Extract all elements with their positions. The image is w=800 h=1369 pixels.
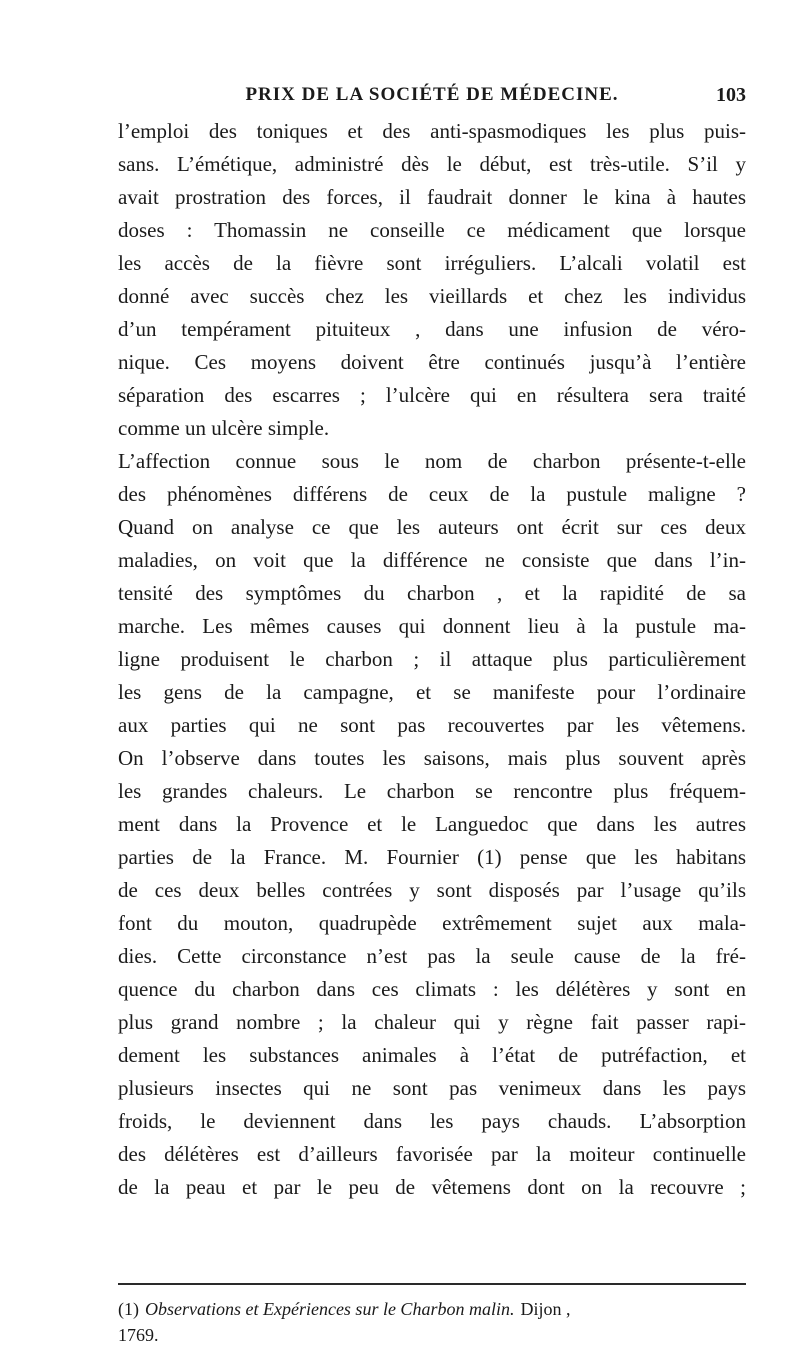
text-line: plus grand nombre ; la chaleur qui y règne fait passer rapi- (118, 1010, 746, 1034)
text-line: dies. Cette circonstance n’est pas la seule cause de la fré- (118, 944, 746, 968)
text-line: plusieurs insectes qui ne sont pas venimeux dans les pays (118, 1076, 746, 1100)
text-line: les grandes chaleurs. Le charbon se rencontre plus fréquem- (118, 779, 746, 803)
text-line: Quand on analyse ce que les auteurs ont écrit sur ces deux (118, 515, 746, 539)
text-line: avait prostration des forces, il faudrait donner le kina à hautes (118, 185, 746, 209)
text-line: L’affection connue sous le nom de charbon présente-t-elle (118, 449, 746, 473)
text-line: froids, le deviennent dans les pays chauds. L’absorption (118, 1109, 746, 1133)
text-line: doses : Thomassin ne conseille ce médicament que lorsque (118, 218, 746, 242)
text-line: ment dans la Provence et le Languedoc que dans les autres (118, 812, 746, 836)
text-line: d’un tempérament pituiteux , dans une infusion de véro- (118, 317, 746, 341)
text-line: maladies, on voit que la différence ne consiste que dans l’in- (118, 548, 746, 572)
footnote-title: Observations et Expériences sur le Charbon malin. (145, 1299, 515, 1319)
footnote-marker: (1) (118, 1299, 139, 1319)
text-line: quence du charbon dans ces climats : les délétères y sont en (118, 977, 746, 1001)
text-line: comme un ulcère simple. (118, 416, 330, 440)
text-line: dement les substances animales à l’état de putréfaction, et (118, 1043, 746, 1067)
running-title: PRIX DE LA SOCIÉTÉ DE MÉDECINE. (245, 84, 619, 105)
text-line: ligne produisent le charbon ; il attaque plus particulièrement (118, 647, 746, 671)
text-line: séparation des escarres ; l’ulcère qui en résultera sera traité (118, 383, 746, 407)
body-text (118, 115, 746, 1204)
text-line: On l’observe dans toutes les saisons, mais plus souvent après (118, 746, 746, 770)
footnote-line (118, 1296, 746, 1322)
text-line: tensité des symptômes du charbon , et la rapidité de sa (118, 581, 746, 605)
text-line: font du mouton, quadrupède extrêmement sujet aux mala- (118, 911, 746, 935)
footnote-divider (118, 1283, 746, 1285)
text-line: de ces deux belles contrées y sont disposés par l’usage qu’ils (118, 878, 746, 902)
text-line: donné avec succès chez les vieillards et chez les individus (118, 284, 746, 308)
footnote (118, 1296, 746, 1348)
text-line: nique. Ces moyens doivent être continués jusqu’à l’entière (118, 350, 746, 374)
footnote-year: 1769. (118, 1325, 159, 1345)
page-number: 103 (716, 84, 746, 106)
text-line: l’emploi des toniques et des anti-spasmodiques les plus puis- (118, 119, 746, 143)
text-line: des phénomènes différens de ceux de la pustule maligne ? (118, 482, 746, 506)
text-line: sans. L’émétique, administré dès le début, est très-utile. S’il y (118, 152, 746, 176)
text-line: aux parties qui ne sont pas recouvertes par les vêtemens. (118, 713, 746, 737)
text-line: de la peau et par le peu de vêtemens dont on la recouvre ; (118, 1175, 746, 1199)
text-line: les accès de la fièvre sont irréguliers. L’alcali volatil est (118, 251, 746, 275)
text-line: marche. Les mêmes causes qui donnent lieu à la pustule ma- (118, 614, 746, 638)
page-header (118, 84, 746, 114)
text-line: parties de la France. M. Fournier (1) pense que les habitans (118, 845, 746, 869)
text-line: des délétères est d’ailleurs favorisée par la moiteur continuelle (118, 1142, 746, 1166)
text-line: les gens de la campagne, et se manifeste pour l’ordinaire (118, 680, 746, 704)
footnote-place: Dijon , (520, 1299, 571, 1319)
